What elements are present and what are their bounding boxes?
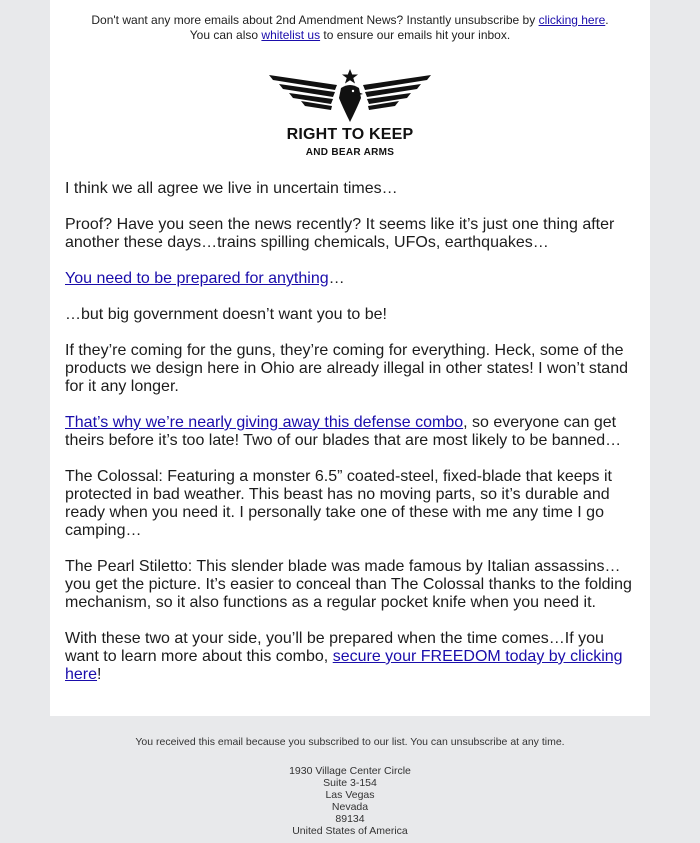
brand-logo (50, 68, 650, 160)
address-line: 89134 (335, 813, 365, 825)
address-line: Nevada (331, 801, 369, 813)
email-header (50, 0, 650, 43)
paragraph: That’s why we’re nearly giving away this defense combo, so everyone can get theirs before it’s too late! Two of our blades that are most likely to be banned… (65, 414, 622, 449)
unsubscribe-line: Don't want any more emails about 2nd Amendment News? Instantly unsubscribe by clicking here. (91, 13, 609, 27)
whitelist-link[interactable]: whitelist us (261, 28, 321, 42)
defense-combo-link[interactable]: That’s why we’re nearly giving away this defense combo (65, 414, 464, 431)
email-body (65, 180, 637, 702)
address-line: United States of America (292, 825, 408, 837)
email-card (50, 0, 650, 716)
mailing-address (0, 765, 700, 837)
address-line: 1930 Village Center Circle (289, 765, 411, 777)
address-line: Las Vegas (325, 789, 375, 801)
paragraph: The Colossal: Featuring a monster 6.5” coated-steel, fixed-blade that keeps it protected in bad weather. This beast has no moving parts, so it’s durable and ready when you need it. I personally take one of these with me any time I go camping… (65, 468, 612, 539)
unsubscribe-link[interactable]: clicking here (538, 13, 606, 27)
paragraph: You need to be prepared for anything… (65, 270, 345, 287)
whitelist-line: You can also whitelist us to ensure our emails hit your inbox. (189, 28, 511, 42)
paragraph: …but big government doesn’t want you to be! (65, 306, 387, 323)
address-line: Suite 3-154 (323, 777, 377, 789)
logo-subtitle: AND BEAR ARMS (305, 147, 395, 158)
footer-notice: You received this email because you subscribed to our list. You can unsubscribe at any time. (135, 736, 565, 748)
logo-title: RIGHT TO KEEP (286, 126, 414, 143)
prepared-link[interactable]: You need to be prepared for anything (65, 270, 329, 287)
paragraph: With these two at your side, you’ll be prepared when the time comes…If you want to learn more about this combo, secure your FREEDOM today by clicking here! (65, 630, 623, 683)
secure-freedom-link[interactable]: secure your FREEDOM today by clicking here (65, 648, 623, 683)
paragraph: I think we all agree we live in uncertain times… (65, 180, 398, 197)
paragraph: If they’re coming for the guns, they’re coming for everything. Heck, some of the products we design here in Ohio are already illegal in other states! I won’t stand for it any longer. (65, 342, 628, 395)
paragraph: Proof? Have you seen the news recently? It seems like it’s just one thing after another these days…trains spilling chemicals, UFOs, earthquakes… (65, 216, 615, 251)
email-footer (0, 716, 700, 837)
eagle-wings-icon (269, 68, 431, 124)
paragraph: The Pearl Stiletto: This slender blade was made famous by Italian assassins… you get the picture. It’s easier to conceal than The Colossal thanks to the folding mechanism, so it also functions as a regular pocket knife when you need it. (65, 558, 632, 611)
